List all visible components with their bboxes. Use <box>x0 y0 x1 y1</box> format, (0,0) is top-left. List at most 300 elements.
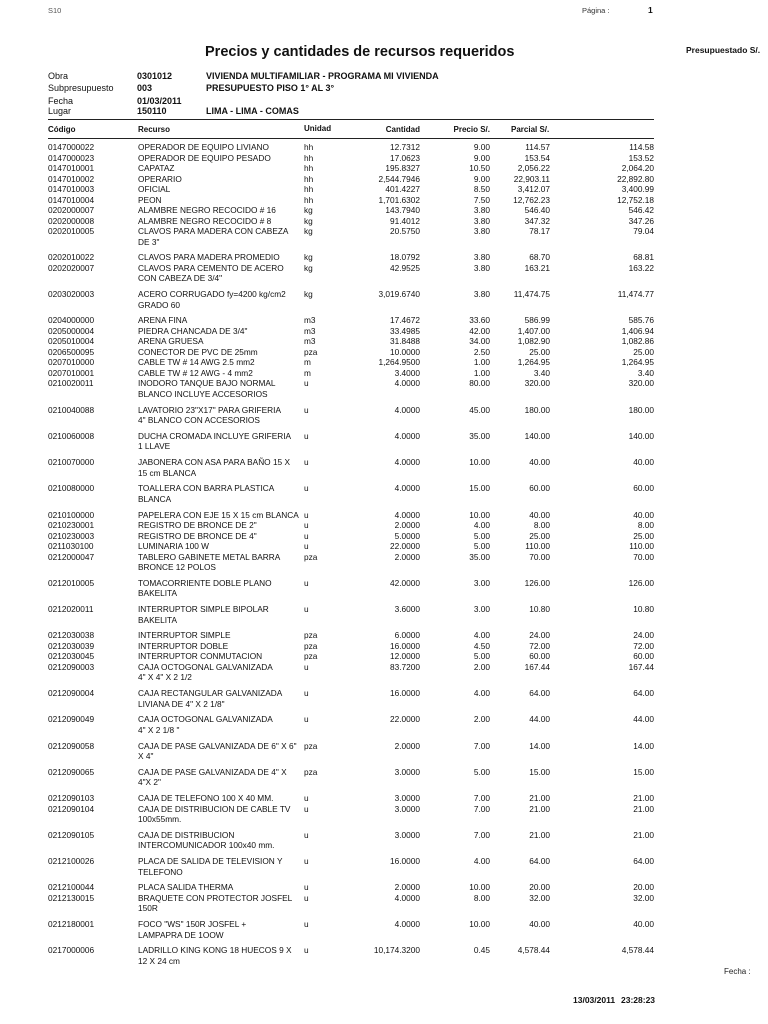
row-description: ARENA FINA <box>138 315 188 326</box>
row-partial: 25.00 <box>529 530 550 541</box>
col-precio: Precio S/. <box>453 125 490 134</box>
row-unit: u <box>304 829 309 840</box>
row-description: CABLE TW # 14 AWG 2.5 mm2 <box>138 357 255 368</box>
row-description: CLAVOS PARA CEMENTO DE ACERO <box>138 262 284 273</box>
row-code: 0147010004 <box>48 194 95 205</box>
row-price: 3.80 <box>473 289 490 299</box>
subpresupuesto-code: 003 <box>137 83 153 93</box>
row-presupuestado: 8.00 <box>637 520 654 530</box>
row-description: CAPATAZ <box>138 163 175 173</box>
row-quantity: 3.0000 <box>394 793 420 803</box>
row-unit: pza <box>304 766 318 777</box>
row-description: BAKELITA <box>138 588 178 599</box>
row-quantity: 42.0000 <box>390 577 420 588</box>
row-description: BRAQUETE CON PROTECTOR JOSFEL <box>138 892 293 903</box>
row-partial: 21.00 <box>529 793 550 803</box>
row-presupuestado: 25.00 <box>633 346 654 357</box>
row-description: CAJA DE PASE GALVANIZADA DE 4" X <box>138 766 287 777</box>
row-code: 0211030100 <box>48 541 94 551</box>
row-description: INTERRUPTOR SIMPLE <box>138 630 231 641</box>
row-unit: u <box>304 541 309 551</box>
row-code: 0204000000 <box>48 315 95 326</box>
row-partial: 10.80 <box>529 604 550 614</box>
page-label: Página : <box>582 6 610 15</box>
row-partial: 21.00 <box>529 803 550 814</box>
row-unit: u <box>304 604 309 614</box>
row-quantity: 3.0000 <box>394 766 420 777</box>
row-description: BLANCA <box>138 493 172 504</box>
row-presupuestado: 64.00 <box>633 856 654 866</box>
row-unit: u <box>304 661 309 672</box>
row-description: CLAVOS PARA MADERA PROMEDIO <box>138 252 280 263</box>
row-code: 0212100044 <box>48 882 95 893</box>
row-unit: kg <box>304 205 313 215</box>
row-partial: 163.21 <box>524 262 550 273</box>
row-quantity: 4.0000 <box>394 430 420 441</box>
row-quantity: 3.0000 <box>394 803 420 814</box>
row-unit: u <box>304 483 309 494</box>
row-code: 0212100026 <box>48 856 95 866</box>
row-presupuestado: 32.00 <box>633 892 654 903</box>
row-presupuestado: 546.42 <box>628 205 654 215</box>
row-description: CAJA RECTANGULAR GALVANIZADA <box>138 688 283 698</box>
row-price: 2.00 <box>473 714 490 725</box>
row-code: 0212180001 <box>48 919 95 929</box>
row-description: ALAMBRE NEGRO RECOCIDO # 8 <box>138 215 272 226</box>
row-partial: 32.00 <box>529 892 550 903</box>
row-description: TOMACORRIENTE DOBLE PLANO <box>138 577 272 588</box>
row-quantity: 18.0792 <box>390 252 420 263</box>
row-code: 0212090049 <box>48 714 95 725</box>
row-price: 10.50 <box>469 163 490 173</box>
row-quantity: 16.0000 <box>390 640 420 651</box>
lugar-code: 150110 <box>137 106 167 116</box>
row-presupuestado: 79.04 <box>633 226 654 236</box>
row-partial: 320.00 <box>524 378 550 389</box>
row-description: 1 LLAVE <box>138 441 171 452</box>
row-price: 42.00 <box>469 325 490 336</box>
row-quantity: 2.0000 <box>394 882 420 893</box>
row-price: 4.00 <box>473 630 490 641</box>
row-unit: u <box>304 457 309 467</box>
row-description: LAVATORIO 23"X17" PARA GRIFERIA <box>138 404 281 415</box>
row-unit: u <box>304 520 309 530</box>
row-code: 0147000023 <box>48 152 95 163</box>
row-description: FOCO "WS" 150R JOSFEL + <box>138 919 247 929</box>
row-partial: 24.00 <box>529 630 550 641</box>
row-partial: 70.00 <box>529 551 550 562</box>
row-presupuestado: 64.00 <box>633 688 654 698</box>
row-partial: 110.00 <box>525 541 550 551</box>
row-presupuestado: 15.00 <box>633 766 654 777</box>
row-unit: pza <box>304 551 318 562</box>
row-partial: 3.40 <box>533 367 550 378</box>
lugar-label: Lugar <box>48 106 72 116</box>
row-code: 0202020007 <box>48 262 95 273</box>
row-unit: u <box>304 793 309 803</box>
row-presupuestado: 3,400.99 <box>621 184 654 194</box>
row-description: BLANCO INCLUYE ACCESORIOS <box>138 388 268 399</box>
row-presupuestado: 68.81 <box>633 252 654 263</box>
row-price: 3.00 <box>473 604 490 614</box>
row-presupuestado: 22,892.80 <box>617 173 654 184</box>
row-unit: kg <box>304 289 313 299</box>
row-price: 10.00 <box>469 882 490 893</box>
row-price: 5.00 <box>473 530 490 541</box>
row-price: 5.00 <box>473 651 490 662</box>
col-recurso: Recurso <box>138 125 171 134</box>
row-quantity: 33.4985 <box>390 325 420 336</box>
row-unit: m3 <box>304 315 316 326</box>
obra-label: Obra <box>48 71 69 81</box>
row-quantity: 3.4000 <box>394 367 420 378</box>
fecha-label: Fecha <box>48 96 74 106</box>
subpresupuesto-label: Subpresupuesto <box>48 83 114 93</box>
row-presupuestado: 114.58 <box>629 142 654 152</box>
row-unit: u <box>304 378 309 389</box>
row-presupuestado: 21.00 <box>633 793 654 803</box>
row-partial: 20.00 <box>529 882 550 893</box>
row-unit: pza <box>304 346 318 357</box>
row-quantity: 6.0000 <box>394 630 420 641</box>
report-title: Precios y cantidades de recursos requeridos <box>205 44 515 60</box>
row-unit: pza <box>304 640 318 651</box>
row-partial: 64.00 <box>529 856 550 866</box>
row-code: 0147010002 <box>48 173 95 184</box>
row-description: TELEFONO <box>138 866 183 877</box>
row-quantity: 195.8327 <box>385 163 420 173</box>
row-unit: hh <box>304 194 314 205</box>
row-partial: 4,578.44 <box>517 945 550 956</box>
row-quantity: 12.0000 <box>390 651 420 662</box>
row-price: 3.80 <box>473 215 490 226</box>
row-description: LAMPAPRA DE 1OOW <box>138 929 224 940</box>
row-price: 8.00 <box>473 892 490 903</box>
row-unit: u <box>304 714 309 725</box>
row-partial: 167.44 <box>524 661 550 672</box>
row-description: LADRILLO KING KONG 18 HUECOS 9 X <box>138 945 292 956</box>
row-description: ARENA GRUESA <box>138 336 204 347</box>
row-description: CAJA DE DISTRIBUCION DE CABLE TV <box>138 803 291 814</box>
row-price: 7.00 <box>473 740 490 751</box>
row-quantity: 4.0000 <box>394 892 420 903</box>
row-presupuestado: 40.00 <box>633 919 654 929</box>
row-presupuestado: 70.00 <box>633 551 654 562</box>
row-code: 0205000004 <box>48 325 95 336</box>
row-unit: u <box>304 803 309 814</box>
row-code: 0210080000 <box>48 483 95 494</box>
row-presupuestado: 163.22 <box>628 262 654 273</box>
row-price: 34.00 <box>469 336 490 347</box>
row-price: 3.80 <box>473 205 490 215</box>
row-unit: u <box>304 404 309 415</box>
row-partial: 586.99 <box>524 315 550 326</box>
row-partial: 140.00 <box>524 430 550 441</box>
row-code: 0210100000 <box>48 509 95 520</box>
row-partial: 22,903.11 <box>513 173 550 184</box>
row-code: 0212090103 <box>48 793 95 803</box>
row-description: REGISTRO DE BRONCE DE 4" <box>138 530 257 541</box>
row-unit: u <box>304 530 309 541</box>
row-code: 0210060008 <box>48 430 95 441</box>
row-unit: hh <box>304 152 314 163</box>
row-quantity: 3,019.6740 <box>378 289 420 299</box>
row-price: 10.00 <box>469 509 490 520</box>
row-price: 2.00 <box>473 661 490 672</box>
row-price: 35.00 <box>469 430 490 441</box>
row-partial: 2,056.22 <box>517 163 550 173</box>
row-quantity: 2.0000 <box>394 551 420 562</box>
row-code: 0202000008 <box>48 215 95 226</box>
row-unit: m <box>304 357 311 368</box>
row-presupuestado: 14.00 <box>633 740 654 751</box>
row-quantity: 42.9525 <box>390 262 420 273</box>
row-presupuestado: 11,474.77 <box>617 289 654 299</box>
row-code: 0212030039 <box>48 640 95 651</box>
row-price: 9.00 <box>473 142 490 152</box>
row-partial: 347.32 <box>524 215 550 226</box>
row-unit: m3 <box>304 336 316 347</box>
row-quantity: 4.0000 <box>394 378 420 389</box>
row-price: 4.00 <box>473 688 490 698</box>
row-presupuestado: 1,082.86 <box>621 336 654 347</box>
row-price: 45.00 <box>469 404 490 415</box>
row-partial: 40.00 <box>529 509 550 520</box>
col-parcial: Parcial S/. <box>511 125 550 134</box>
row-partial: 60.00 <box>529 651 550 662</box>
row-code: 0202010022 <box>48 252 95 263</box>
row-price: 3.80 <box>473 226 490 236</box>
row-partial: 78.17 <box>529 226 550 236</box>
row-price: 5.00 <box>473 766 490 777</box>
row-code: 0212130015 <box>48 892 95 903</box>
row-description: CAJA DE DISTRIBUCION <box>138 829 235 840</box>
row-quantity: 4.0000 <box>394 919 420 929</box>
row-presupuestado: 60.00 <box>633 651 654 662</box>
row-partial: 72.00 <box>529 640 550 651</box>
row-quantity: 2.0000 <box>394 520 420 530</box>
row-description: OPERADOR DE EQUIPO PESADO <box>138 152 271 163</box>
row-description: 12 X 24 cm <box>138 955 180 966</box>
row-description: DE 3" <box>138 236 160 247</box>
row-presupuestado: 180.00 <box>628 404 654 415</box>
row-price: 3.80 <box>473 252 490 263</box>
row-price: 4.00 <box>473 856 490 866</box>
row-unit: u <box>304 892 309 903</box>
row-description: LIVIANA DE 4" X 2 1/8" <box>138 698 225 709</box>
row-description: CONECTOR DE PVC DE 25mm <box>138 346 258 357</box>
row-code: 0212000047 <box>48 551 95 562</box>
row-code: 0212010005 <box>48 577 95 588</box>
row-description: LUMINARIA 100 W <box>138 541 210 551</box>
row-code: 0205010004 <box>48 336 95 347</box>
row-unit: kg <box>304 252 313 263</box>
row-presupuestado: 60.00 <box>633 483 654 494</box>
row-quantity: 22.0000 <box>390 714 420 725</box>
row-quantity: 5.0000 <box>394 530 420 541</box>
row-unit: hh <box>304 173 314 184</box>
row-presupuestado: 167.44 <box>628 661 654 672</box>
row-partial: 180.00 <box>524 404 550 415</box>
page-number: 1 <box>648 5 653 15</box>
row-presupuestado: 24.00 <box>633 630 654 641</box>
row-presupuestado: 40.00 <box>633 457 654 467</box>
row-partial: 3,412.07 <box>517 184 550 194</box>
row-partial: 12,762.23 <box>513 194 550 205</box>
row-price: 9.00 <box>473 152 490 163</box>
row-description: INTERCOMUNICADOR 100x40 mm. <box>138 840 275 851</box>
row-price: 3.00 <box>473 577 490 588</box>
row-quantity: 10.0000 <box>390 346 420 357</box>
row-unit: u <box>304 882 309 893</box>
row-unit: kg <box>304 215 313 226</box>
row-code: 0210020011 <box>48 378 94 389</box>
row-code: 0147010003 <box>48 184 95 194</box>
row-description: CAJA OCTOGONAL GALVANIZADA <box>138 661 273 672</box>
row-code: 0210040088 <box>48 404 95 415</box>
row-description: DUCHA CROMADA INCLUYE GRIFERIA <box>138 430 292 441</box>
footer-date: 13/03/2011 <box>573 995 616 1005</box>
row-quantity: 4.0000 <box>394 404 420 415</box>
row-description: 15 cm BLANCA <box>138 467 197 478</box>
lugar-name: LIMA - LIMA - COMAS <box>206 106 299 116</box>
row-unit: m3 <box>304 325 316 336</box>
row-code: 0207010001 <box>48 367 95 378</box>
row-description: INTERRUPTOR SIMPLE BIPOLAR <box>138 604 269 614</box>
col-unidad: Unidad <box>304 124 332 133</box>
row-quantity: 2,544.7946 <box>378 173 420 184</box>
row-description: 4"X 2" <box>138 777 161 788</box>
row-quantity: 91.4012 <box>390 215 420 226</box>
row-description: X 4" <box>138 751 154 761</box>
subpresupuesto-name: PRESUPUESTO PISO 1° AL 3° <box>206 83 335 93</box>
row-quantity: 22.0000 <box>390 541 420 551</box>
row-partial: 14.00 <box>529 740 550 751</box>
row-price: 7.00 <box>473 803 490 814</box>
row-code: 0210070000 <box>48 457 95 467</box>
row-unit: pza <box>304 651 318 662</box>
row-quantity: 12.7312 <box>390 142 420 152</box>
row-quantity: 143.7940 <box>385 205 420 215</box>
row-description: PIEDRA CHANCADA DE 3/4" <box>138 325 248 336</box>
row-description: CAJA OCTOGONAL GALVANIZADA <box>138 714 273 725</box>
row-description: TOALLERA CON BARRA PLASTICA <box>138 483 275 494</box>
row-partial: 114.57 <box>525 142 550 152</box>
row-partial: 153.54 <box>524 152 550 163</box>
row-price: 10.00 <box>469 919 490 929</box>
row-price: 5.00 <box>473 541 490 551</box>
row-partial: 40.00 <box>529 457 550 467</box>
row-description: TABLERO GABINETE METAL BARRA <box>138 551 281 562</box>
row-presupuestado: 40.00 <box>633 509 654 520</box>
row-partial: 25.00 <box>529 346 550 357</box>
row-presupuestado: 4,578.44 <box>621 945 654 956</box>
col-codigo: Código <box>48 125 76 134</box>
footer-time: 23:28:23 <box>621 995 656 1005</box>
row-presupuestado: 110.00 <box>629 541 654 551</box>
row-quantity: 17.4672 <box>390 315 420 326</box>
row-code: 0212090004 <box>48 688 95 698</box>
row-presupuestado: 2,064.20 <box>621 163 654 173</box>
row-presupuestado: 347.26 <box>628 215 654 226</box>
row-presupuestado: 20.00 <box>633 882 654 893</box>
row-description: PLACA DE SALIDA DE TELEVISION Y <box>138 856 283 866</box>
fecha-value: 01/03/2011 <box>137 96 182 106</box>
row-code: 0202000007 <box>48 205 95 215</box>
row-quantity: 1,701.6302 <box>378 194 420 205</box>
row-description: INTERRUPTOR CONMUTACION <box>138 651 263 662</box>
row-price: 10.00 <box>469 457 490 467</box>
row-partial: 21.00 <box>529 829 550 840</box>
row-description: INTERRUPTOR DOBLE <box>138 640 229 651</box>
row-quantity: 83.7200 <box>390 661 420 672</box>
row-quantity: 3.6000 <box>394 604 420 614</box>
row-presupuestado: 25.00 <box>633 530 654 541</box>
row-presupuestado: 585.76 <box>628 315 654 326</box>
row-code: 0203020003 <box>48 289 95 299</box>
row-partial: 546.40 <box>524 205 550 215</box>
row-unit: u <box>304 430 309 441</box>
row-price: 4.50 <box>473 640 490 651</box>
row-presupuestado: 12,752.18 <box>617 194 654 205</box>
row-description: OFICIAL <box>138 184 171 194</box>
row-presupuestado: 1,406.94 <box>621 325 654 336</box>
row-partial: 126.00 <box>524 577 550 588</box>
row-description: CLAVOS PARA MADERA CON CABEZA <box>138 226 289 236</box>
row-code: 0210230003 <box>48 530 95 541</box>
row-description: CAJA DE PASE GALVANIZADA DE 6" X 6" <box>138 740 297 751</box>
row-presupuestado: 44.00 <box>633 714 654 725</box>
row-code: 0212030045 <box>48 651 95 662</box>
row-quantity: 4.0000 <box>394 457 420 467</box>
row-description: CON CABEZA DE 3/4" <box>138 273 223 284</box>
row-code: 0202010005 <box>48 226 95 236</box>
row-quantity: 1,264.9500 <box>378 357 420 368</box>
row-price: 8.50 <box>473 184 490 194</box>
row-unit: kg <box>304 262 313 273</box>
row-partial: 8.00 <box>533 520 550 530</box>
row-presupuestado: 153.52 <box>628 152 654 163</box>
row-unit: u <box>304 509 309 520</box>
row-presupuestado: 140.00 <box>628 430 654 441</box>
row-unit: hh <box>304 142 314 152</box>
row-description: 100x55mm. <box>138 814 182 824</box>
row-partial: 40.00 <box>529 919 550 929</box>
row-description: CABLE TW # 12 AWG - 4 mm2 <box>138 367 253 378</box>
row-quantity: 3.0000 <box>394 829 420 840</box>
row-price: 1.00 <box>473 367 490 378</box>
row-unit: u <box>304 945 309 956</box>
row-price: 2.50 <box>473 346 490 357</box>
row-price: 80.00 <box>469 378 490 389</box>
row-price: 0.45 <box>473 945 490 956</box>
row-price: 1.00 <box>473 357 490 368</box>
obra-code: 0301012 <box>137 71 173 81</box>
row-description: BAKELITA <box>138 614 178 625</box>
row-quantity: 401.4227 <box>385 184 420 194</box>
row-price: 35.00 <box>469 551 490 562</box>
row-unit: u <box>304 856 309 866</box>
row-unit: hh <box>304 163 314 173</box>
row-description: ACERO CORRUGADO fy=4200 kg/cm2 <box>138 289 286 299</box>
row-presupuestado: 320.00 <box>628 378 654 389</box>
row-price: 4.00 <box>473 520 490 530</box>
row-price: 9.00 <box>473 173 490 184</box>
row-price: 7.00 <box>473 793 490 803</box>
row-unit: u <box>304 688 309 698</box>
row-code: 0212030038 <box>48 630 95 641</box>
row-quantity: 17.0623 <box>390 152 420 163</box>
